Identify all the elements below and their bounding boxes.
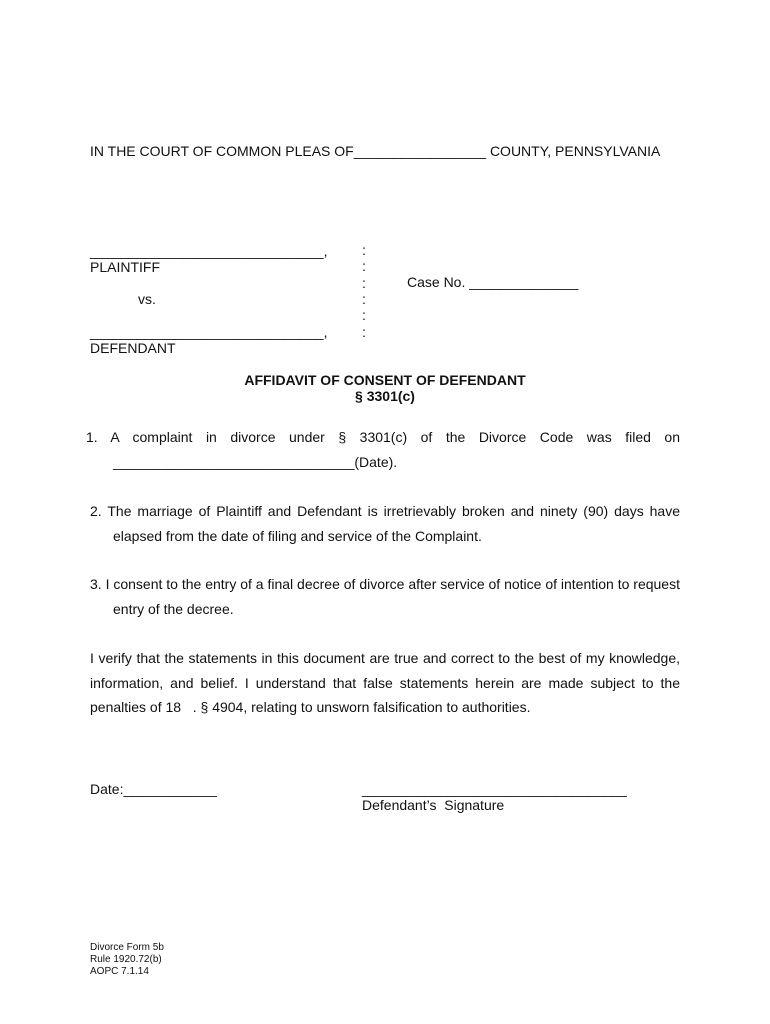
versus-label: vs. — [138, 291, 156, 307]
caption-colon: : — [362, 307, 366, 323]
court-heading: IN THE COURT OF COMMON PLEAS OF_________________ COUNTY, PENNSYLVANIA — [90, 143, 661, 159]
paragraph-3: 3. I consent to the entry of a final decree of divorce after service of notice of intention to request — [90, 576, 680, 592]
caption-colon: : — [362, 324, 366, 340]
verification-line: penalties of 18 . § 4904, relating to unsworn falsification to authorities. — [90, 699, 531, 715]
plaintiff-name-blank: ______________________________, — [90, 243, 328, 259]
paragraph-2: 2. The marriage of Plaintiff and Defendant is irretrievably broken and ninety (90) days have — [90, 503, 680, 519]
paragraph-2-cont: elapsed from the date of filing and service of the Complaint. — [113, 528, 482, 544]
verification-line: information, and belief. I understand that false statements herein are made subject to the — [90, 675, 680, 691]
plaintiff-label: PLAINTIFF — [90, 259, 161, 275]
paragraph-1: 1. A complaint in divorce under § 3301(c) of the Divorce Code was filed on — [86, 429, 680, 445]
caption-colon: : — [362, 291, 366, 307]
signature-label: Defendant’s Signature — [362, 797, 505, 813]
caption-colon: : — [362, 258, 366, 274]
document-subtitle: § 3301(c) — [355, 388, 415, 404]
paragraph-3-cont: entry of the decree. — [113, 601, 234, 617]
date-field: Date:____________ — [90, 781, 217, 797]
paragraph-1-date: _______________________________(Date). — [113, 454, 398, 470]
verification-line: I verify that the statements in this document are true and correct to the best of my knowledge, — [90, 650, 680, 666]
signature-line: __________________________________ — [362, 781, 627, 797]
defendant-name-blank: ______________________________, — [90, 324, 328, 340]
caption-colon: : — [362, 275, 366, 291]
footer-form: Divorce Form 5b — [90, 942, 164, 953]
case-number: Case No. ______________ — [407, 274, 579, 290]
footer-rule: Rule 1920.72(b) — [90, 954, 162, 965]
caption-colon: : — [362, 242, 366, 258]
document-title: AFFIDAVIT OF CONSENT OF DEFENDANT — [244, 372, 526, 388]
footer-aopc: AOPC 7.1.14 — [90, 966, 149, 977]
defendant-label: DEFENDANT — [90, 340, 176, 356]
